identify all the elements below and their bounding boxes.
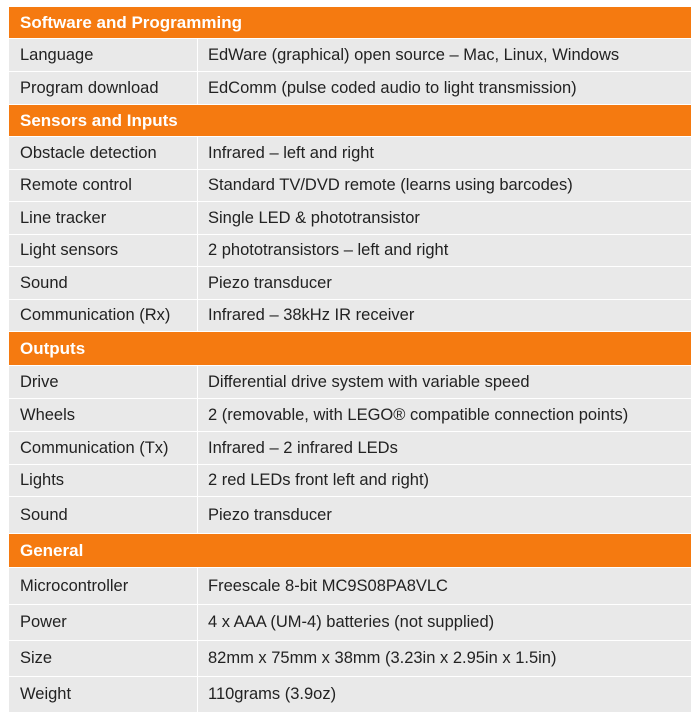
spec-label: Remote control xyxy=(9,170,197,202)
spec-label: Light sensors xyxy=(9,235,197,267)
spec-label: Power xyxy=(9,605,197,641)
spec-label: Line tracker xyxy=(9,202,197,235)
table-row xyxy=(9,170,691,202)
spec-value: 82mm x 75mm x 38mm (3.23in x 2.95in x 1.5in) xyxy=(197,641,691,677)
table-row xyxy=(9,235,691,267)
spec-value: Infrared – 38kHz IR receiver xyxy=(197,300,691,332)
section-title: Software and Programming xyxy=(9,7,691,39)
section-header xyxy=(9,534,691,568)
section-title: General xyxy=(9,534,691,568)
spec-label: Sound xyxy=(9,267,197,300)
spec-value: Piezo transducer xyxy=(197,497,691,534)
spec-value: 2 red LEDs front left and right) xyxy=(197,465,691,497)
spec-label: Communication (Tx) xyxy=(9,432,197,465)
spec-value: 4 x AAA (UM-4) batteries (not supplied) xyxy=(197,605,691,641)
table-row xyxy=(9,137,691,170)
spec-value: Infrared – left and right xyxy=(197,137,691,170)
table-row xyxy=(9,39,691,72)
spec-value: Differential drive system with variable speed xyxy=(197,366,691,399)
section-header xyxy=(9,105,691,137)
spec-value: Standard TV/DVD remote (learns using barcodes) xyxy=(197,170,691,202)
spec-label: Sound xyxy=(9,497,197,534)
spec-value: EdWare (graphical) open source – Mac, Linux, Windows xyxy=(197,39,691,72)
table-row xyxy=(9,432,691,465)
table-row xyxy=(9,202,691,235)
table-row xyxy=(9,605,691,641)
spec-value: Single LED & phototransistor xyxy=(197,202,691,235)
table-row xyxy=(9,300,691,332)
spec-label: Language xyxy=(9,39,197,72)
table-row xyxy=(9,497,691,534)
spec-value: Infrared – 2 infrared LEDs xyxy=(197,432,691,465)
table-row xyxy=(9,399,691,432)
spec-value: Freescale 8-bit MC9S08PA8VLC xyxy=(197,568,691,605)
table-row xyxy=(9,366,691,399)
table-row xyxy=(9,568,691,605)
section-title: Outputs xyxy=(9,332,691,366)
section-title: Sensors and Inputs xyxy=(9,105,691,137)
section-header xyxy=(9,332,691,366)
spec-label: Wheels xyxy=(9,399,197,432)
spec-label: Drive xyxy=(9,366,197,399)
spec-value: Piezo transducer xyxy=(197,267,691,300)
spec-label: Size xyxy=(9,641,197,677)
spec-label: Lights xyxy=(9,465,197,497)
table-row xyxy=(9,267,691,300)
table-row xyxy=(9,641,691,677)
table-row xyxy=(9,677,691,713)
spec-label: Program download xyxy=(9,72,197,105)
spec-label: Communication (Rx) xyxy=(9,300,197,332)
spec-value: 110grams (3.9oz) xyxy=(197,677,691,713)
spec-value: 2 phototransistors – left and right xyxy=(197,235,691,267)
section-header xyxy=(9,7,691,39)
spec-value: 2 (removable, with LEGO® compatible connection points) xyxy=(197,399,691,432)
spec-table xyxy=(9,7,691,713)
spec-label: Microcontroller xyxy=(9,568,197,605)
spec-label: Obstacle detection xyxy=(9,137,197,170)
spec-label: Weight xyxy=(9,677,197,713)
table-row xyxy=(9,72,691,105)
spec-value: EdComm (pulse coded audio to light transmission) xyxy=(197,72,691,105)
table-row xyxy=(9,465,691,497)
